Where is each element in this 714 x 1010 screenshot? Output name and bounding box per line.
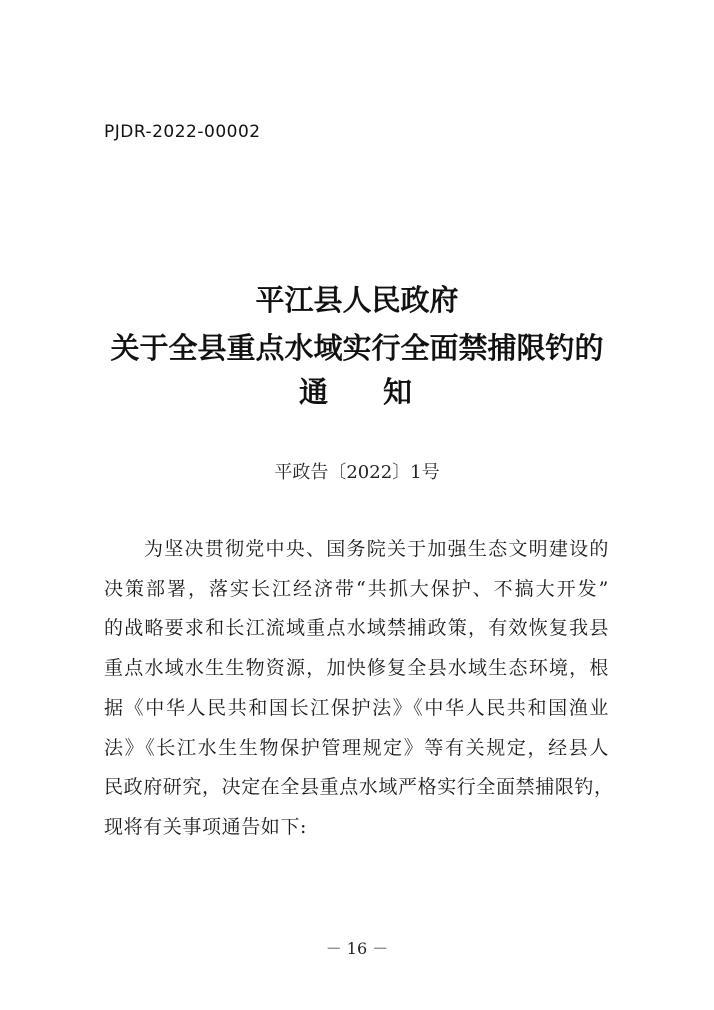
body-line: 的战略要求和长江流域重点水域禁捕政策，有效恢复我县 (104, 617, 609, 640)
title-word-zhi: 知 (383, 375, 416, 409)
body-text (104, 530, 614, 848)
body-line: 民政府研究，决定在全县重点水域严格实行全面禁捕限钓， (104, 776, 614, 799)
body-line: 现将有关事项通告如下: (104, 815, 308, 838)
document-reference: 平政告〔2022〕1号 (274, 462, 440, 483)
title-line-2: 关于全县重点水域实行全面禁捕限钓的 (110, 331, 604, 365)
title-line-1: 平江县人民政府 (255, 283, 459, 317)
title-line-3 (0, 375, 714, 409)
body-line: 法》《长江水生生物保护管理规定》等有关规定，经县人 (104, 736, 609, 759)
title-word-tong: 通 (298, 375, 331, 409)
page-number: － 16 － (325, 939, 389, 958)
document-number: PJDR-2022-00002 (104, 122, 261, 142)
body-line: 决策部署，落实长江经济带“共抓大保护、不搞大开发” (104, 577, 609, 600)
body-line: 重点水域水生生物资源，加快修复全县水域生态环境，根 (104, 657, 609, 680)
body-line: 为坚决贯彻党中央、国务院关于加强生态文明建设的 (144, 538, 609, 560)
body-line: 据《中华人民共和国长江保护法》《中华人民共和国渔业 (104, 696, 609, 719)
